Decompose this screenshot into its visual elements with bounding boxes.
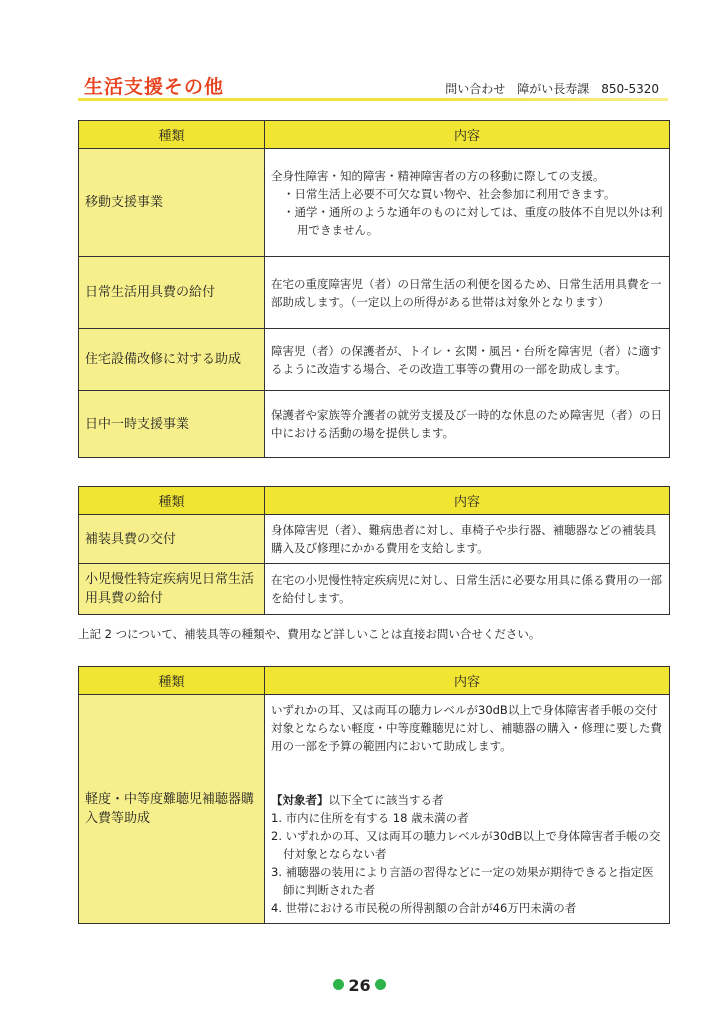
support-table-3 [78,666,670,924]
support-table-2 [78,486,670,615]
list-item: 2. いずれかの耳、又は両耳の聴力レベルが30dB以上で身体障害者手帳の交付対象とならない者 [271,829,661,861]
page-number-footer [0,976,719,995]
table-row [79,149,670,257]
green-dot-icon [375,979,386,990]
col-kind-header: 種類 [79,487,265,515]
row-kind: 補装具費の交付 [79,515,265,564]
col-content-header: 内容 [265,121,670,149]
row-content: 身体障害児（者）、難病患者に対し、車椅子や歩行器、補聴器などの補装具購入及び修理にかかる費用を支給します。 [265,515,670,564]
col-kind-header: 種類 [79,121,265,149]
table-row [79,515,670,564]
row-kind: 住宅設備改修に対する助成 [79,329,265,391]
table-header [79,487,670,515]
list-item: 4. 世帯における市民税の所得割額の合計が46万円未満の者 [271,901,577,915]
table-row [79,257,670,329]
row-kind: 移動支援事業 [79,149,265,257]
support-table-1 [78,120,670,458]
list-item: 1. 市内に住所を有する 18 歳未満の者 [271,811,469,825]
contact-info: 問い合わせ 障がい長寿課 850-5320 [445,82,659,96]
table-note: 上記 2 つについて、補装具等の種類や、費用など詳しいことは直接お問い合せください。 [78,627,541,641]
list-item: ・日常生活上必要不可欠な買い物や、社会参加に利用できます。 [283,186,616,201]
target-label: 【対象者】 [271,793,329,807]
row-content [265,149,670,257]
row-content: 保護者や家族等介護者の就労支援及び一時的な休息のため障害児（者）の日中における活動の場を提供します。 [265,391,670,458]
row-kind: 小児慢性特定疾病児日常生活用具費の給付 [79,564,265,615]
table-row [79,391,670,458]
table-row [79,564,670,615]
col-content-header: 内容 [265,667,670,695]
title-underline [78,98,668,101]
row-content-lead: 全身性障害・知的障害・精神障害者の方の移動に際しての支援。 [271,168,605,183]
table-row [79,329,670,391]
list-item: ・通学・通所のような通年のものに対しては、重度の肢体不自児以外は利用できません。 [283,204,663,237]
row-content: 在宅の小児慢性特定疾病児に対し、日常生活に必要な用具に係る費用の一部を給付します。 [265,564,670,615]
table-header [79,121,670,149]
target-heading [271,791,663,809]
row-content [265,695,670,924]
page-number: 26 [348,976,371,995]
col-kind-header: 種類 [79,667,265,695]
row-content: 在宅の重度障害児（者）の日常生活の利便を図るため、日常生活用具費を一部助成します。（一定以上の所得がある世帯は対象外となります） [265,257,670,329]
green-dot-icon [333,979,344,990]
target-text: 以下全てに該当する者 [328,793,444,807]
list-item: 3. 補聴器の装用により言語の習得などに一定の効果が期待できると指定医師に判断された者 [271,865,654,897]
row-intro: いずれかの耳、又は両耳の聴力レベルが30dB以上で身体障害者手帳の交付対象とならない軽度・中等度難聴児に対し、補聴器の購入・修理に要した費用の一部を予算の範囲内において助成します。 [271,703,662,753]
row-kind: 日中一時支援事業 [79,391,265,458]
row-kind: 日常生活用具費の給付 [79,257,265,329]
page-title: 生活支援その他 [84,76,225,98]
row-content: 障害児（者）の保護者が、トイレ・玄関・風呂・台所を障害児（者）に適するように改造する場合、その改造工事等の費用の一部を助成します。 [265,329,670,391]
row-kind: 軽度・中等度難聴児補聴器購入費等助成 [79,695,265,924]
table-row [79,695,670,924]
table-header [79,667,670,695]
col-content-header: 内容 [265,487,670,515]
